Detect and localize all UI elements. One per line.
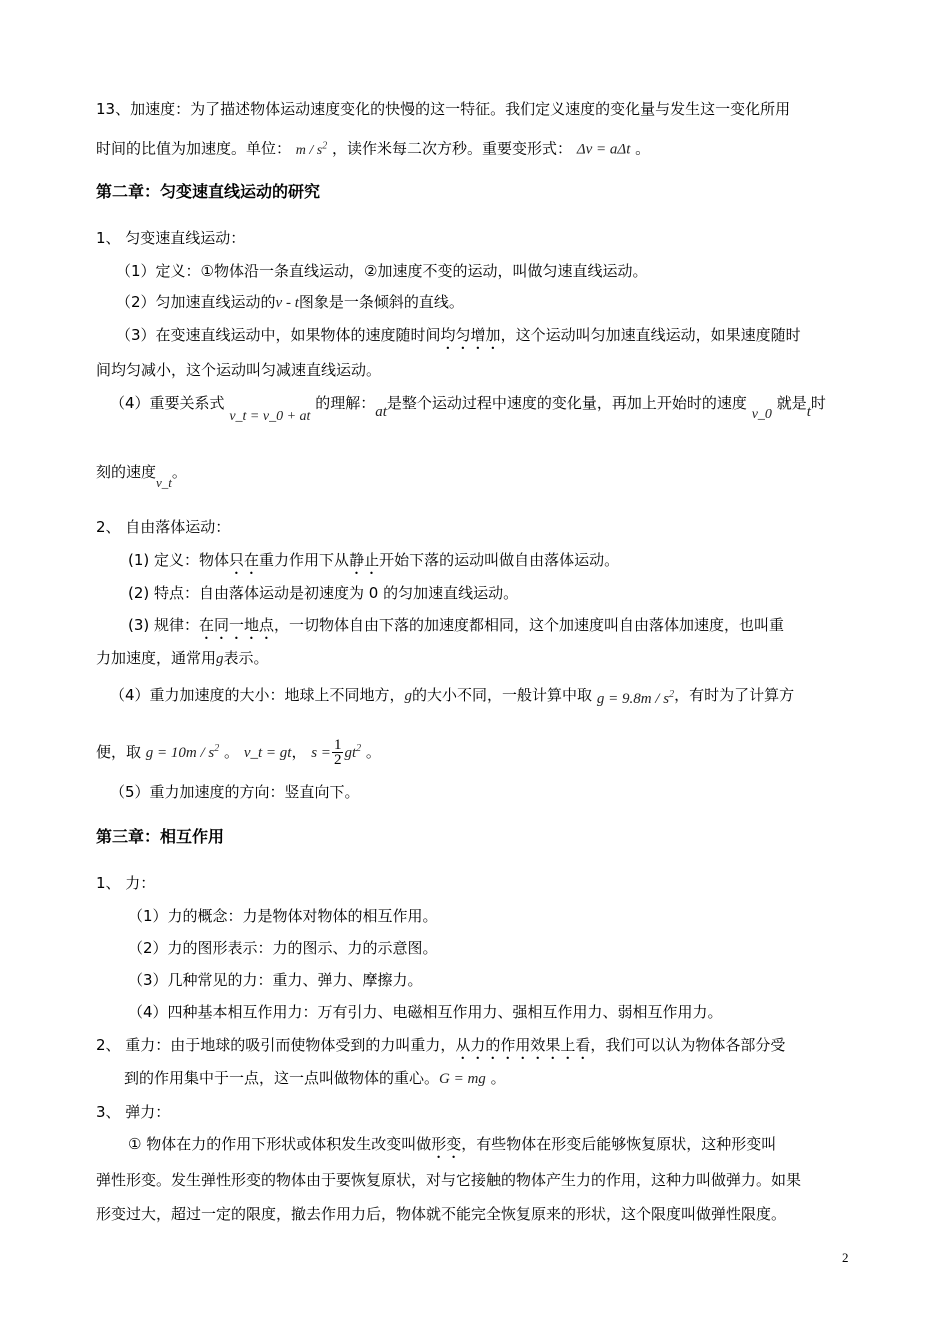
v0-symbol: v_0 (751, 407, 772, 422)
acceleration-definition-line2 (96, 136, 650, 161)
text: 13、加速度：为了描述物体运动速度变化的快慢的这一特征。我们定义速度的变化量与发生这一变化所用 (96, 100, 791, 118)
ch2-vt-graph (116, 292, 464, 313)
gt-squared: $gt^2$ (344, 743, 362, 761)
emphasis-text: 从力的作用效果上看 (455, 1036, 591, 1054)
acceleration-definition-line1 (96, 99, 790, 119)
ch2-item-1: 1、 匀变速直线运动： (96, 229, 246, 247)
text: 。 (485, 1069, 506, 1087)
text: ， (291, 743, 312, 761)
elastic-force-line1 (128, 1134, 776, 1162)
text: 重力作用下从 (259, 551, 350, 569)
force-representation: （2）力的图形表示：力的图示、力的示意图。 (128, 939, 438, 957)
g-mg-formula: G = mg (439, 1071, 486, 1087)
elastic-force-line2: 弹性形变。发生弹性形变的物体由于要恢复原状，对与它接触的物体产生力的作用，这种力叫做弹力。如果 (96, 1171, 802, 1189)
text: (1) 定义：物体 (128, 551, 230, 569)
g-98-formula: $g = 9.8m / s^2$ (596, 689, 675, 707)
g-symbol: g (404, 688, 413, 704)
text: ① 物体在力的作用下形状或体积发生改变叫做 (128, 1135, 432, 1153)
ch2-variable-motion-line2: 间均匀减小，这个运动叫匀减速直线运动。 (96, 361, 382, 379)
gravity-definition-line2 (124, 1068, 506, 1089)
text: 便，取 (96, 743, 142, 761)
text: 的大小不同，一般计算中取 (412, 686, 593, 704)
text: 时 (810, 394, 826, 412)
text: ，有时为了计算方 (674, 686, 795, 704)
free-fall-rule-line1 (128, 615, 784, 643)
emphasis-text: 在同一地点 (199, 616, 275, 634)
text: 。 (219, 743, 244, 761)
text: 是整个运动过程中速度的变化量，再加上开始时的速度 (386, 394, 747, 412)
text: (3) 规律： (128, 616, 200, 634)
free-fall-feature: (2) 特点：自由落体运动是初速度为 0 的匀加速直线运动。 (128, 584, 519, 602)
text: （4）重要关系式 (110, 394, 225, 412)
text: （3）在变速直线运动中，如果物体的速度随时间 (116, 326, 441, 344)
emphasis-text: 只在 (229, 551, 260, 569)
velocity-change-formula: Δv = aΔt (576, 141, 631, 158)
text: 。 (171, 463, 187, 481)
text: （4）重力加速度的大小：地球上不同地方， (110, 686, 405, 704)
text: 的理解： (315, 394, 376, 412)
text: 到的作用集中于一点，这一点叫做物体的重心。 (124, 1069, 440, 1087)
ch2-variable-motion-line1 (116, 325, 801, 353)
text: （2）匀加速直线运动的 (116, 293, 276, 311)
ch3-item-1: 1、 力： (96, 874, 156, 892)
text: ，有些物体在形变后能够恢复原状，这种形变叫 (461, 1135, 777, 1153)
vt-gt-formula: v_t = gt (243, 745, 292, 761)
chapter-2-title: 第二章：匀变速直线运动的研究 (96, 182, 321, 201)
emphasis-text: 静止 (349, 551, 380, 569)
half-fraction: $\frac{1}{2}$ (333, 737, 342, 768)
free-fall-rule-line2 (96, 648, 269, 669)
text: 图象是一条倾斜的直线。 (298, 293, 464, 311)
text: ，我们可以认为物体各部分受 (590, 1036, 786, 1054)
chapter-3-title: 第三章：相互作用 (96, 827, 225, 846)
gravity-definition-line1 (96, 1035, 785, 1063)
elastic-force-line3: 形变过大，超过一定的限度，撤去作用力后，物体就不能完全恢复原来的形状，这个限度叫做弹性限度。 (96, 1205, 787, 1223)
t-symbol: t (806, 404, 811, 420)
v-t-symbol: v - t (275, 295, 299, 311)
vt-symbol: v_t (156, 475, 172, 490)
gravity-magnitude-line2 (96, 738, 381, 767)
ch2-uniform-definition: （1）定义：①物体沿一条直线运动，②加速度不变的运动，叫做匀速直线运动。 (116, 262, 648, 280)
emphasis-text: 形变 (431, 1135, 462, 1153)
ch2-key-relation-line2 (96, 462, 187, 490)
page-number: 2 (842, 1250, 849, 1265)
at-term: at (375, 404, 387, 420)
free-fall-definition (128, 550, 619, 578)
text: ，读作米每二次方秒。重要变形式： (332, 139, 573, 158)
g-symbol: g (216, 651, 224, 667)
ch2-item-2: 2、 自由落体运动： (96, 518, 231, 536)
displacement-formula: s = (311, 745, 331, 761)
fundamental-interactions: （4）四种基本相互作用力：万有引力、电磁相互作用力、强相互作用力、弱相互作用力。 (128, 1003, 723, 1021)
common-forces: （3）几种常见的力：重力、弹力、摩擦力。 (128, 971, 423, 989)
vt-formula: v_t = v_0 + at (229, 409, 311, 424)
text: 力加速度，通常用 (96, 649, 217, 667)
text: 。 (361, 743, 381, 761)
text: 就是 (776, 394, 807, 412)
g-10-formula: $g = 10m / s^2$ (145, 743, 220, 761)
force-concept: （1）力的概念：力是物体对物体的相互作用。 (128, 907, 438, 925)
text: 2、 重力：由于地球的吸引而使物体受到的力叫重力， (96, 1036, 456, 1054)
text: ，一切物体自由下落的加速度都相同，这个加速度叫自由落体加速度，也叫重 (274, 616, 785, 634)
text: 时间的比值为加速度。单位： (96, 139, 292, 158)
text: 刻的速度 (96, 463, 157, 481)
acceleration-unit: m / $s^2$ (295, 140, 328, 158)
gravity-magnitude-line1 (110, 682, 794, 706)
emphasis-text: 均匀增加 (440, 326, 501, 344)
text: 开始下落的运动叫做自由落体运动。 (379, 551, 620, 569)
text: ，这个运动叫匀加速直线运动，如果速度随时 (500, 326, 801, 344)
ch3-item-3: 3、 弹力： (96, 1103, 171, 1121)
ch2-key-relation-line1 (110, 393, 826, 424)
text: 。 (635, 139, 651, 158)
text: 表示。 (223, 649, 269, 667)
gravity-direction: （5）重力加速度的方向：竖直向下。 (110, 783, 360, 801)
